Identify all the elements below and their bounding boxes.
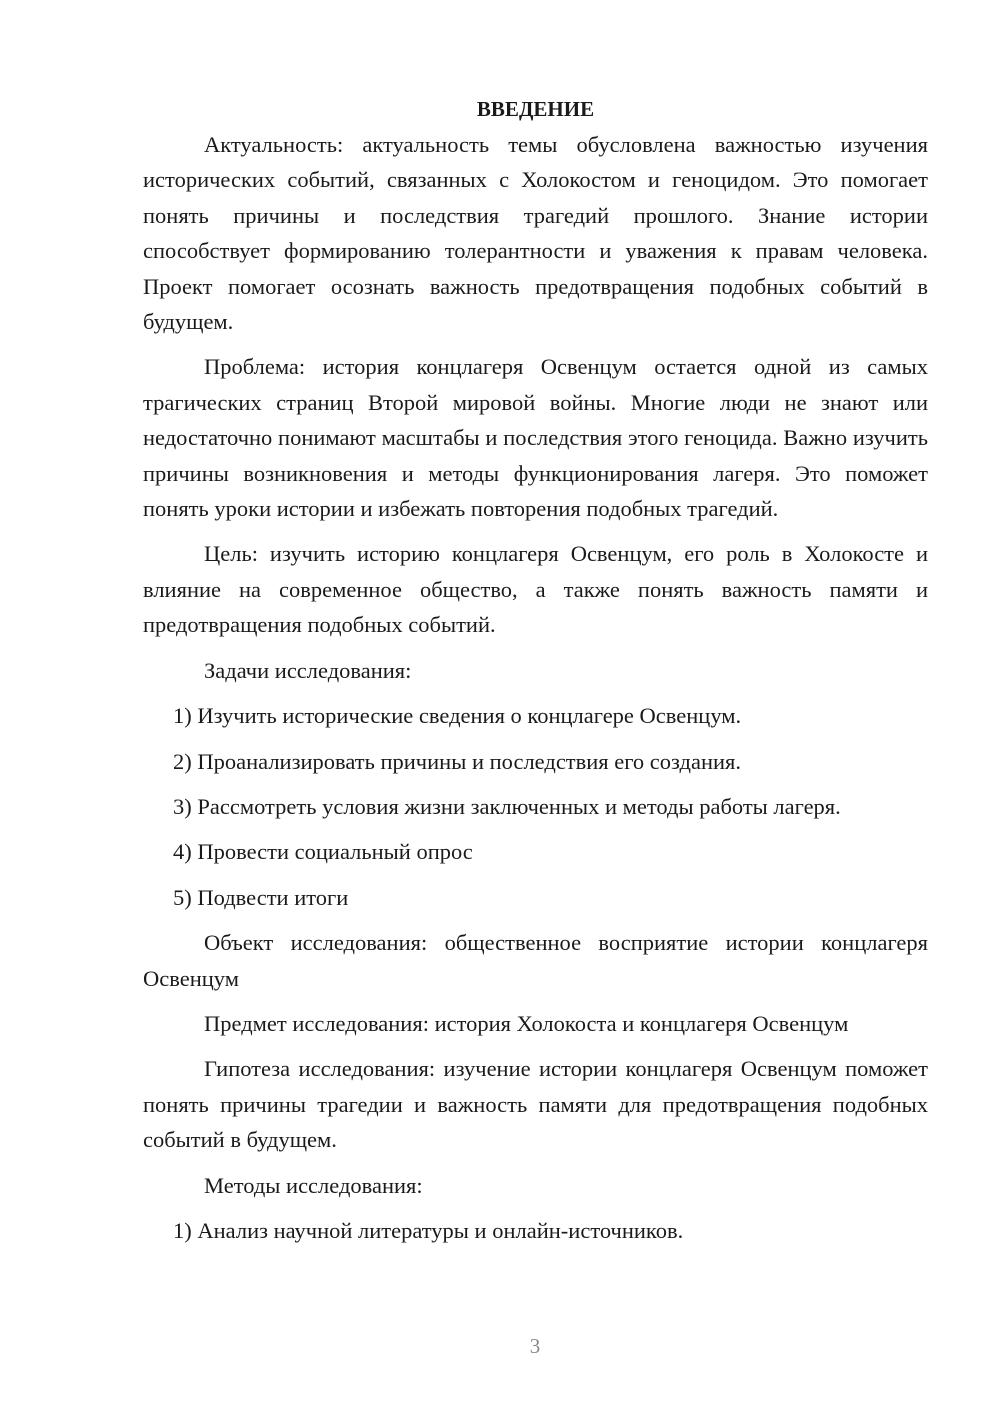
document-body [143,92,928,1248]
page-number: 3 [529,1334,541,1358]
method-item: 1) Анализ научной литературы и онлайн-источников. [173,1217,684,1243]
methods-heading: Методы исследования: [204,1172,423,1198]
methods-list [143,1213,928,1248]
task-item: 3) Рассмотреть условия жизни заключенных и методы работы лагеря. [173,793,841,819]
object-paragraph: Объект исследования: общественное восприятие истории концлагеря Освенцум [143,930,928,991]
goal-paragraph: Цель: изучить историю концлагеря Освенцум, его роль в Холокосте и влияние на современное общество, а также понять важность памяти и предотвращения подобных событий. [143,541,928,638]
tasks-list [143,698,928,915]
task-item: 1) Изучить исторические сведения о концлагере Освенцум. [173,703,742,729]
section-title: ВВЕДЕНИЕ [476,97,595,121]
subject-paragraph: Предмет исследования: история Холокоста и концлагеря Освенцум [204,1010,849,1036]
hypothesis-paragraph: Гипотеза исследования: изучение истории концлагеря Освенцум поможет понять причины трагедии и важность памяти для предотвращения подобных событий в будущем. [143,1056,928,1153]
relevance-paragraph: Актуальность: актуальность темы обусловлена важностью изучения исторических событий, связанных с Холокостом и геноцидом. Это помогает понять причины и последствия трагедий прошлого. Знание истории способствует формированию толерантности и уважения к правам человека. Проект помогает осознать важность предотвращения подобных событий в будущем. [143,132,928,335]
tasks-heading: Задачи исследования: [204,657,412,683]
task-item: 4) Провести социальный опрос [173,839,473,865]
task-item: 2) Проанализировать причины и последствия его создания. [173,748,742,774]
problem-paragraph: Проблема: история концлагеря Освенцум остается одной из самых трагических страниц Второй мировой войны. Многие люди не знают или недостаточно понимают масштабы и последствия этого геноцида. Важно изучить причины возникновения и методы функционирования лагеря. Это поможет понять уроки истории и избежать повторения подобных трагедий. [143,354,928,522]
task-item: 5) Подвести итоги [173,884,349,910]
